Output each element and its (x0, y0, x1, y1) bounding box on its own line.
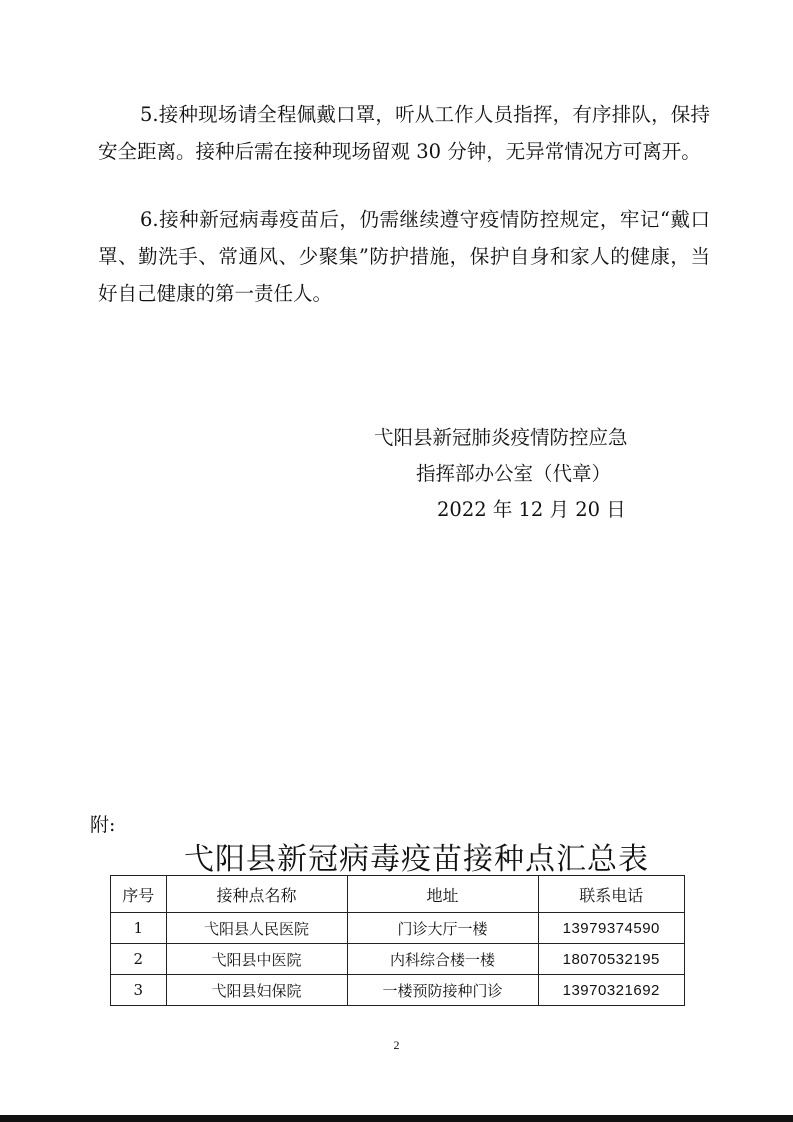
paragraph-6-text: 6.接种新冠病毒疫苗后，仍需继续遵守疫情防控规定，牢记“戴口罩、勤洗手、常通风、少聚集”防护措施，保护自身和家人的健康，当好自己健康的第一责任人。 (98, 208, 710, 305)
scan-edge-bar (0, 1115, 793, 1122)
cell-address: 内科综合楼一楼 (347, 944, 538, 975)
cell-no: 1 (111, 913, 167, 944)
cell-no: 3 (111, 975, 167, 1006)
header-name: 接种点名称 (166, 876, 347, 913)
header-address: 地址 (347, 876, 538, 913)
header-no: 序号 (111, 876, 167, 913)
page-number: 2 (393, 1038, 400, 1052)
header-phone: 联系电话 (538, 876, 684, 913)
cell-name: 弋阳县妇保院 (166, 975, 347, 1006)
cell-no: 2 (111, 944, 167, 975)
vaccination-sites-table (110, 875, 685, 1006)
table-header-row (111, 876, 685, 913)
table-row (111, 944, 685, 975)
cell-phone: 13970321692 (538, 975, 684, 1006)
issue-date: 2022 年 12 月 20 日 (437, 498, 626, 521)
table-row (111, 975, 685, 1006)
cell-address: 门诊大厅一楼 (347, 913, 538, 944)
paragraph-6 (98, 201, 710, 312)
paragraph-5 (98, 96, 710, 170)
cell-phone: 13979374590 (538, 913, 684, 944)
table-row (111, 913, 685, 944)
paragraph-5-text: 5.接种现场请全程佩戴口罩，听从工作人员指挥，有序排队，保持安全距离。接种后需在接种现场留观 30 分钟，无异常情况方可离开。 (98, 103, 710, 163)
annex-label: 附: (90, 814, 116, 836)
issuer-line-2: 指挥部办公室（代章） (416, 462, 612, 485)
cell-name: 弋阳县中医院 (166, 944, 347, 975)
cell-phone: 18070532195 (538, 944, 684, 975)
cell-name: 弋阳县人民医院 (166, 913, 347, 944)
table-title: 弋阳县新冠病毒疫苗接种点汇总表 (184, 842, 649, 877)
cell-address: 一楼预防接种门诊 (347, 975, 538, 1006)
issuer-line-1: 弋阳县新冠肺炎疫情防控应急 (374, 426, 628, 449)
